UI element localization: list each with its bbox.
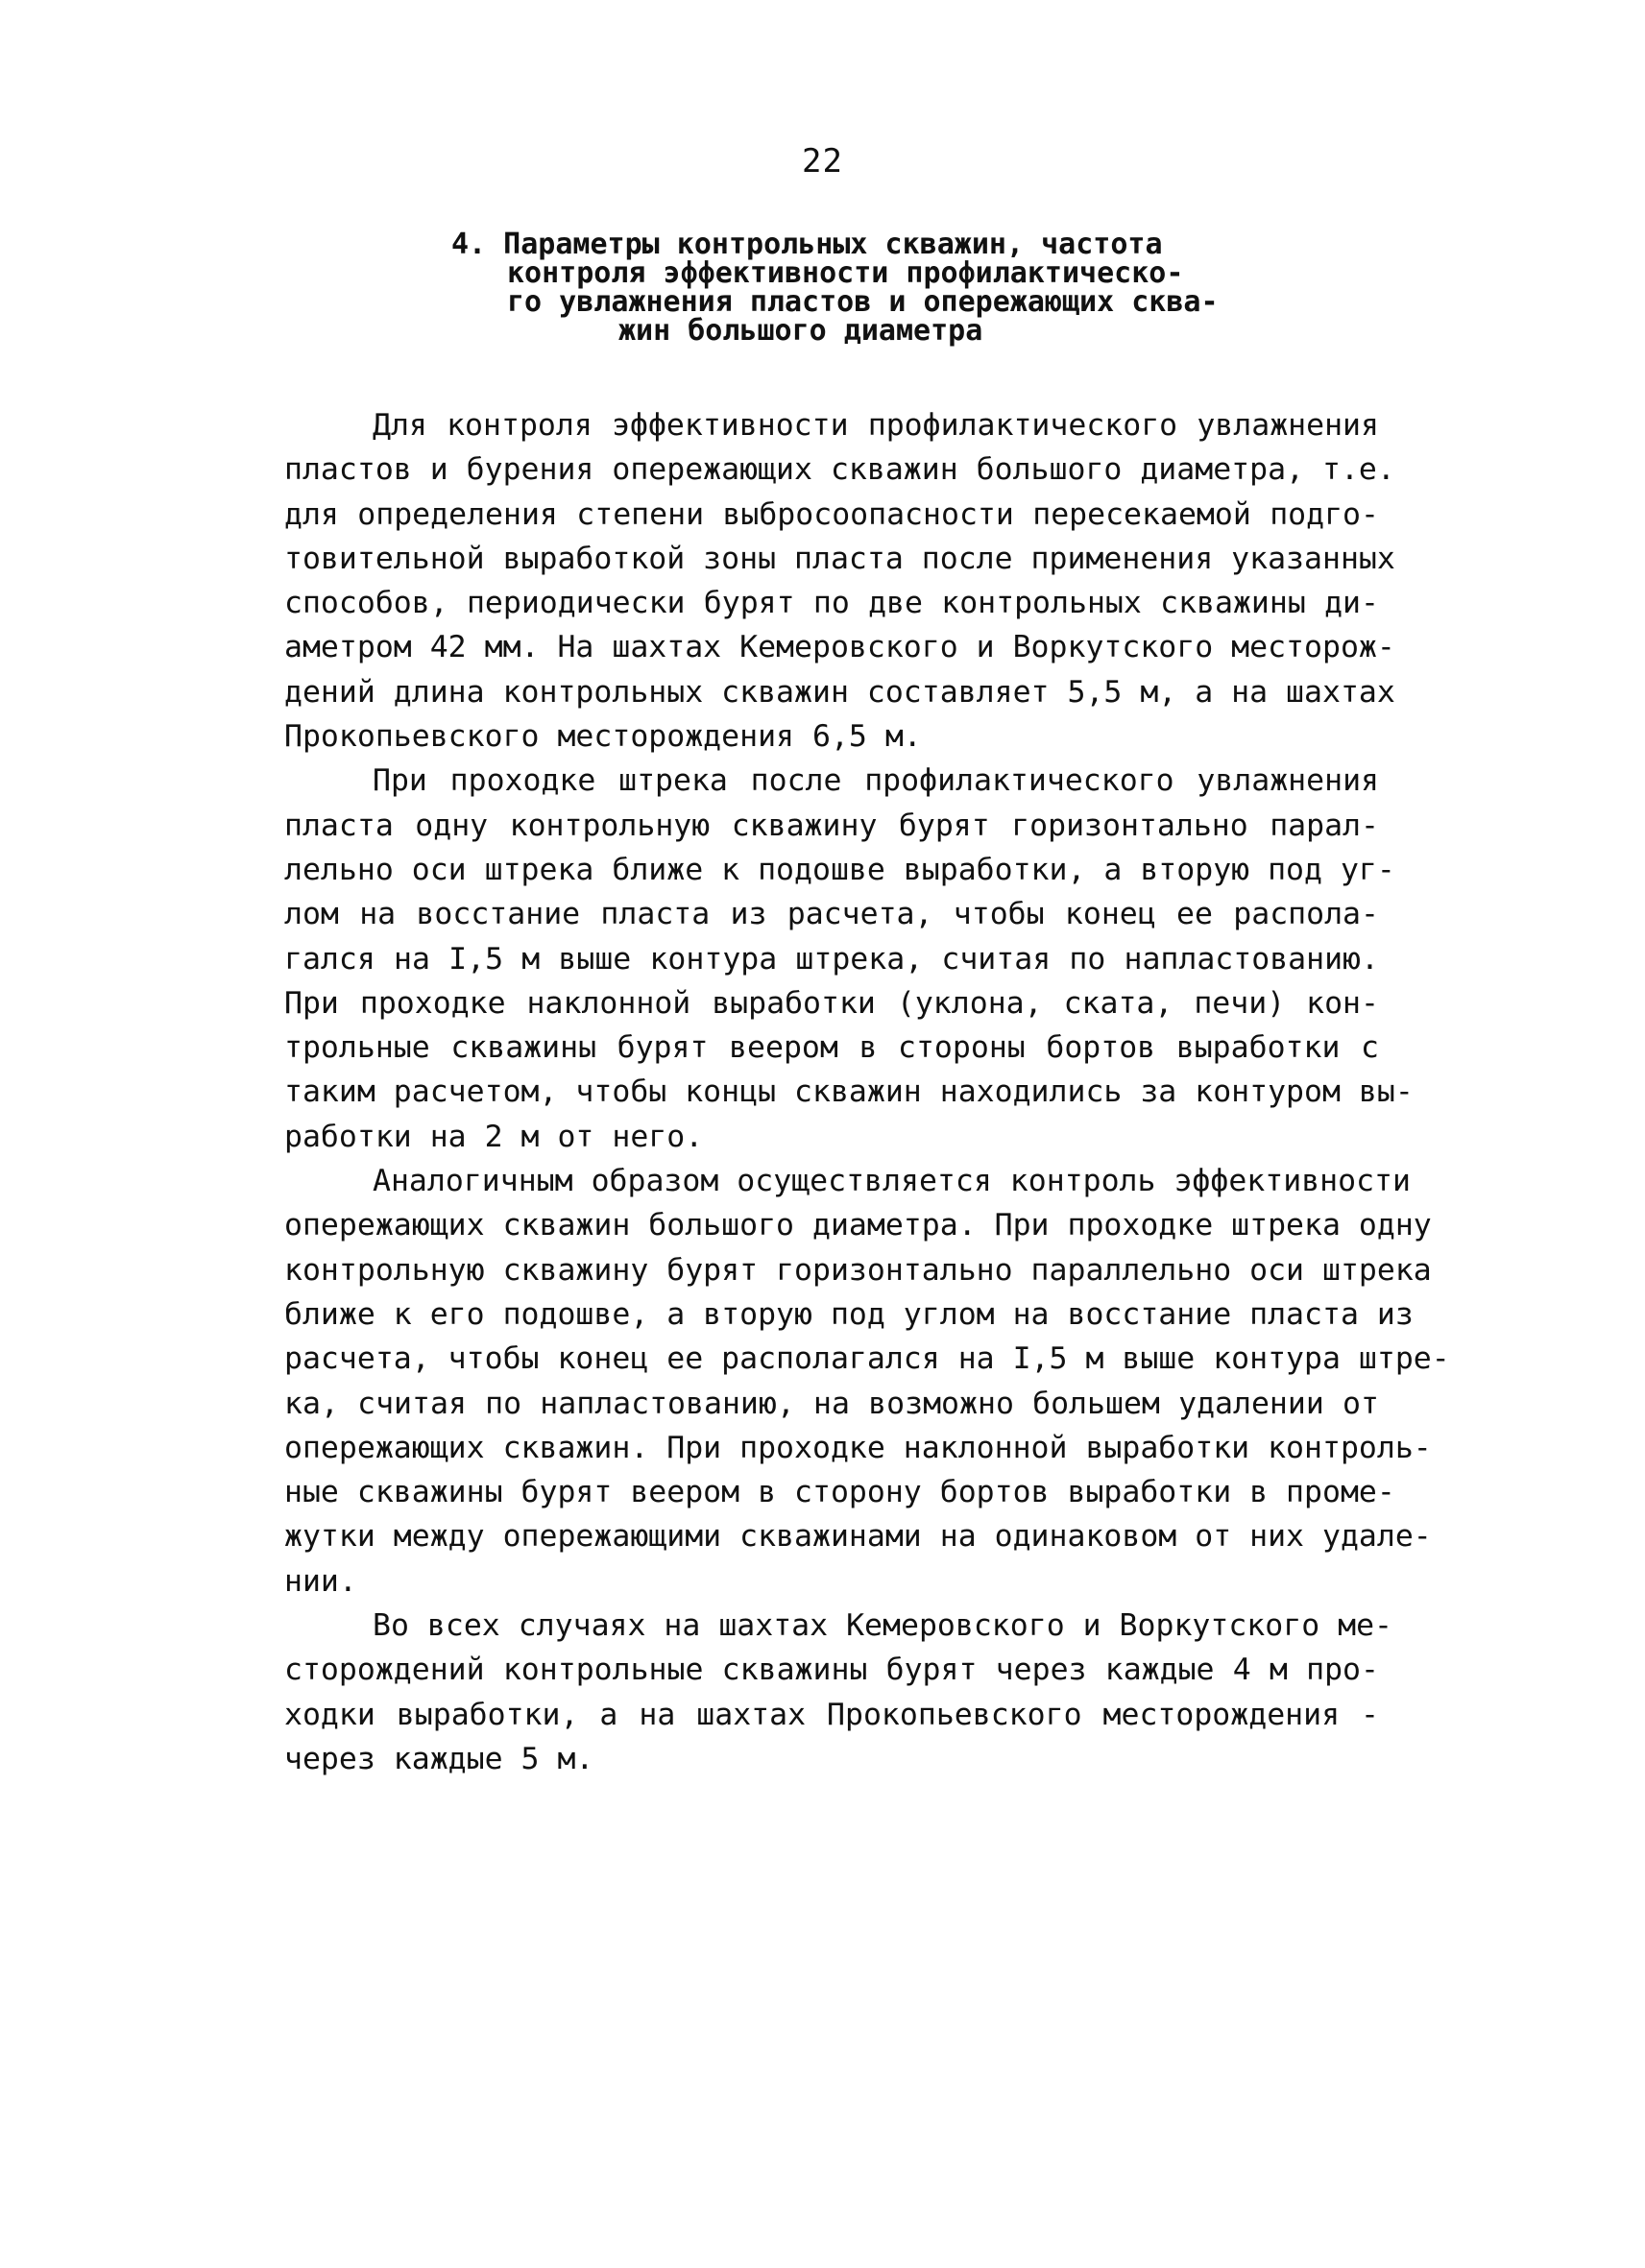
text-line: контрольную скважину бурят горизонтально параллельно оси штрека xyxy=(284,1252,1432,1288)
text-line: Для контроля эффективности профилактического увлажнения xyxy=(373,408,1379,443)
text-line: жутки между опережающими скважинами на одинаковом от них удале- xyxy=(284,1519,1432,1555)
page-number: 22 xyxy=(802,142,843,181)
text-line: аметром 42 мм. На шахтах Кемеровского и Воркутского месторож- xyxy=(284,630,1395,665)
text-line: через каждые 5 м. xyxy=(284,1741,594,1776)
text-line: опережающих скважин большого диаметра. При проходке штрека одну xyxy=(284,1208,1432,1243)
paragraph-3 xyxy=(284,1159,1450,1604)
paragraph-4 xyxy=(284,1604,1393,1781)
text-line: сторождений контрольные скважины бурят через каждые 4 м про- xyxy=(284,1653,1379,1688)
text-line: ка, считая по напластованию, на возможно большем удалении от xyxy=(284,1386,1379,1421)
text-line: ближе к его подошве, а вторую под углом на восстание пласта из xyxy=(284,1296,1414,1332)
text-line: Во всех случаях на шахтах Кемеровского и Воркутского ме- xyxy=(373,1608,1393,1644)
heading-line: жин большого диаметра xyxy=(618,314,983,348)
heading-line: контроля эффективности профилактическо- xyxy=(507,256,1184,290)
paragraph-2 xyxy=(284,759,1414,1159)
text-line: способов, периодически бурят по две контрольных скважины ди- xyxy=(284,586,1379,621)
text-line: При проходке наклонной выработки (уклона, ската, печи) кон- xyxy=(284,985,1379,1021)
text-line: пласта одну контрольную скважину бурят горизонтально парал- xyxy=(284,808,1379,843)
text-line: опережающих скважин. При проходке наклонной выработки контроль- xyxy=(284,1430,1432,1465)
text-line: товительной выработкой зоны пласта после применения указанных xyxy=(284,541,1395,576)
text-line: для определения степени выбросоопасности пересекаемой подго- xyxy=(284,496,1379,532)
body-text xyxy=(284,403,1450,1781)
text-line: Аналогичным образом осуществляется контроль эффективности xyxy=(373,1164,1411,1199)
text-line: таким расчетом, чтобы концы скважин находились за контуром вы- xyxy=(284,1074,1414,1110)
paragraph-1 xyxy=(284,403,1395,759)
text-line: ходки выработки, а на шахтах Прокопьевского месторождения - xyxy=(284,1697,1379,1732)
text-line: гался на I,5 м выше контура штрека, считая по напластованию. xyxy=(284,941,1379,977)
text-line: пластов и бурения опережающих скважин большого диаметра, т.е. xyxy=(284,452,1395,488)
text-line: лельно оси штрека ближе к подошве выработки, а вторую под уг- xyxy=(284,852,1395,887)
heading-line: 4. Параметры контрольных скважин, частота xyxy=(451,228,1163,261)
text-line: работки на 2 м от него. xyxy=(284,1119,704,1154)
text-line: дений длина контрольных скважин составляет 5,5 м, а на шахтах xyxy=(284,674,1395,710)
text-line: ные скважины бурят веером в сторону бортов выработки в проме- xyxy=(284,1475,1395,1510)
text-line: расчета, чтобы конец ее располагался на I,5 м выше контура штре- xyxy=(284,1341,1450,1377)
text-line: лом на восстание пласта из расчета, чтобы конец ее распола- xyxy=(284,897,1379,932)
text-line: Прокопьевского месторождения 6,5 м. xyxy=(284,719,922,755)
text-line: нии. xyxy=(284,1563,357,1599)
heading-line: го увлажнения пластов и опережающих сква- xyxy=(507,285,1219,319)
text-line: При проходке штрека после профилактического увлажнения xyxy=(373,763,1379,799)
text-line: трольные скважины бурят веером в стороны бортов выработки с xyxy=(284,1030,1379,1066)
section-heading xyxy=(451,230,1277,346)
